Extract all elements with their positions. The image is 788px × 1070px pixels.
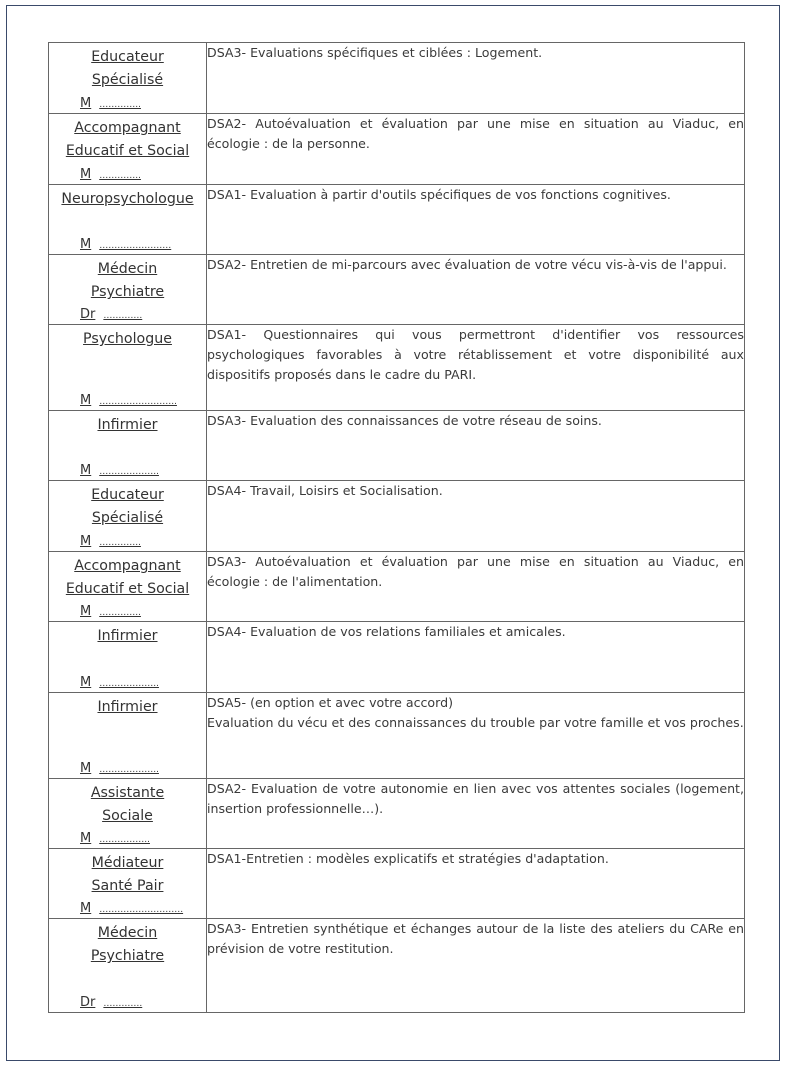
signer-blank: ………….. bbox=[99, 538, 141, 548]
role-name bbox=[49, 779, 206, 828]
role-name bbox=[49, 255, 206, 304]
role-cell bbox=[49, 411, 207, 481]
role-cell bbox=[49, 552, 207, 622]
role-name-line: Infirmier bbox=[97, 417, 158, 433]
signer-blank: …………….. bbox=[99, 835, 150, 845]
table-row bbox=[49, 411, 745, 481]
role-name-line: Infirmier bbox=[97, 699, 158, 715]
signer-blank: ………….. bbox=[99, 171, 141, 181]
role-name bbox=[49, 849, 206, 898]
table-row bbox=[49, 43, 745, 114]
signer-title: Dr bbox=[80, 307, 96, 322]
signer-line bbox=[80, 831, 150, 846]
role-cell bbox=[49, 481, 207, 552]
assessment-description: DSA3- Evaluations spécifiques et ciblées : Logement. bbox=[207, 43, 745, 114]
role-name bbox=[49, 919, 206, 968]
signer-blank: …………. bbox=[103, 311, 143, 321]
assessment-description: DSA3- Autoévaluation et évaluation par une mise en situation au Viaduc, en écologie : de l'alimentation. bbox=[207, 552, 745, 622]
signer-title: M bbox=[80, 901, 92, 916]
assessment-description: DSA2- Autoévaluation et évaluation par une mise en situation au Viaduc, en écologie : de la personne. bbox=[207, 114, 745, 185]
table-row bbox=[49, 114, 745, 185]
signer-blank: ……………….. bbox=[99, 679, 159, 689]
role-name bbox=[49, 693, 206, 719]
signer-title: M bbox=[80, 761, 92, 776]
signer-blank: ………….. bbox=[99, 608, 141, 618]
signer-line bbox=[80, 995, 142, 1010]
role-name-line: Neuropsychologue bbox=[61, 191, 194, 207]
signer-line bbox=[80, 463, 159, 478]
role-cell bbox=[49, 779, 207, 849]
role-name-line: Sociale bbox=[102, 808, 153, 824]
role-name bbox=[49, 114, 206, 163]
assessment-description: DSA2- Entretien de mi-parcours avec évaluation de votre vécu vis-à-vis de l'appui. bbox=[207, 255, 745, 325]
signer-title: M bbox=[80, 237, 92, 252]
signer-line bbox=[80, 534, 141, 549]
role-cell bbox=[49, 114, 207, 185]
table-row bbox=[49, 919, 745, 1013]
role-name-line: Médiateur bbox=[91, 855, 164, 871]
signer-blank: …………………….. bbox=[99, 397, 177, 407]
role-name bbox=[49, 325, 206, 351]
signer-title: Dr bbox=[80, 995, 96, 1010]
role-name-line: Educateur bbox=[91, 49, 164, 65]
role-name bbox=[49, 481, 206, 530]
assessment-description: DSA1- Questionnaires qui vous permettront d'identifier vos ressources psychologiques favorables à votre rétablissement et votre disponibilité aux dispositifs proposés dans le cadre du PARI. bbox=[207, 325, 745, 411]
signer-title: M bbox=[80, 675, 92, 690]
signer-line bbox=[80, 167, 141, 182]
signer-title: M bbox=[80, 96, 92, 111]
role-name-line: Médecin bbox=[97, 925, 158, 941]
signer-line bbox=[80, 901, 183, 916]
table-row bbox=[49, 255, 745, 325]
role-name-line: Educatif et Social bbox=[65, 581, 190, 597]
role-name-line: Spécialisé bbox=[91, 72, 164, 88]
table-row bbox=[49, 325, 745, 411]
signer-line bbox=[80, 393, 177, 408]
signer-title: M bbox=[80, 604, 92, 619]
role-name bbox=[49, 622, 206, 648]
role-name bbox=[49, 185, 206, 211]
assessment-schedule-table bbox=[48, 42, 745, 1013]
role-name-line: Médecin bbox=[97, 261, 158, 277]
role-name bbox=[49, 552, 206, 601]
signer-title: M bbox=[80, 463, 92, 478]
signer-blank: ………….. bbox=[99, 100, 141, 110]
signer-blank: …………. bbox=[103, 999, 143, 1009]
signer-line bbox=[80, 675, 159, 690]
assessment-description: DSA1- Evaluation à partir d'outils spécifiques de vos fonctions cognitives. bbox=[207, 185, 745, 255]
role-name bbox=[49, 43, 206, 92]
assessment-description: DSA1-Entretien : modèles explicatifs et stratégies d'adaptation. bbox=[207, 849, 745, 919]
signer-line bbox=[80, 307, 142, 322]
role-cell bbox=[49, 255, 207, 325]
role-cell bbox=[49, 43, 207, 114]
signer-title: M bbox=[80, 393, 92, 408]
table-row bbox=[49, 779, 745, 849]
role-cell bbox=[49, 693, 207, 779]
assessment-description: DSA4- Travail, Loisirs et Socialisation. bbox=[207, 481, 745, 552]
role-cell bbox=[49, 849, 207, 919]
table-row bbox=[49, 622, 745, 693]
assessment-description: DSA3- Entretien synthétique et échanges autour de la liste des ateliers du CARe en prévision de votre restitution. bbox=[207, 919, 745, 1013]
role-name-line: Educateur bbox=[91, 487, 164, 503]
signer-title: M bbox=[80, 831, 92, 846]
assessment-description: DSA5- (en option et avec votre accord) Evaluation du vécu et des connaissances du trouble par votre famille et vos proches. bbox=[207, 693, 745, 779]
table-row bbox=[49, 185, 745, 255]
role-name-line: Educatif et Social bbox=[65, 143, 190, 159]
role-name-line: Assistante bbox=[90, 785, 165, 801]
assessment-description: DSA2- Evaluation de votre autonomie en lien avec vos attentes sociales (logement, insertion professionnelle…). bbox=[207, 779, 745, 849]
table-row bbox=[49, 552, 745, 622]
role-name bbox=[49, 411, 206, 437]
signer-blank: …………………… bbox=[99, 241, 172, 251]
signer-blank: ……………….. bbox=[99, 467, 159, 477]
role-cell bbox=[49, 919, 207, 1013]
role-name-line: Psychologue bbox=[83, 331, 172, 347]
signer-title: M bbox=[80, 167, 92, 182]
role-cell bbox=[49, 622, 207, 693]
signer-line bbox=[80, 96, 141, 111]
role-name-line: Psychiatre bbox=[90, 284, 165, 300]
table-row bbox=[49, 481, 745, 552]
role-name-line: Psychiatre bbox=[90, 948, 165, 964]
role-name-line: Spécialisé bbox=[91, 510, 164, 526]
role-name-line: Infirmier bbox=[97, 628, 158, 644]
signer-title: M bbox=[80, 534, 92, 549]
assessment-description: DSA3- Evaluation des connaissances de votre réseau de soins. bbox=[207, 411, 745, 481]
assessment-description: DSA4- Evaluation de vos relations familiales et amicales. bbox=[207, 622, 745, 693]
signer-line bbox=[80, 604, 141, 619]
role-name-line: Santé Pair bbox=[91, 878, 164, 894]
role-cell bbox=[49, 185, 207, 255]
role-cell bbox=[49, 325, 207, 411]
table-row bbox=[49, 849, 745, 919]
table-row bbox=[49, 693, 745, 779]
role-name-line: Accompagnant bbox=[74, 120, 181, 136]
signer-line bbox=[80, 237, 171, 252]
signer-line bbox=[80, 761, 159, 776]
signer-blank: ……………….. bbox=[99, 765, 159, 775]
role-name-line: Accompagnant bbox=[74, 558, 181, 574]
signer-blank: ………………………. bbox=[99, 905, 184, 915]
